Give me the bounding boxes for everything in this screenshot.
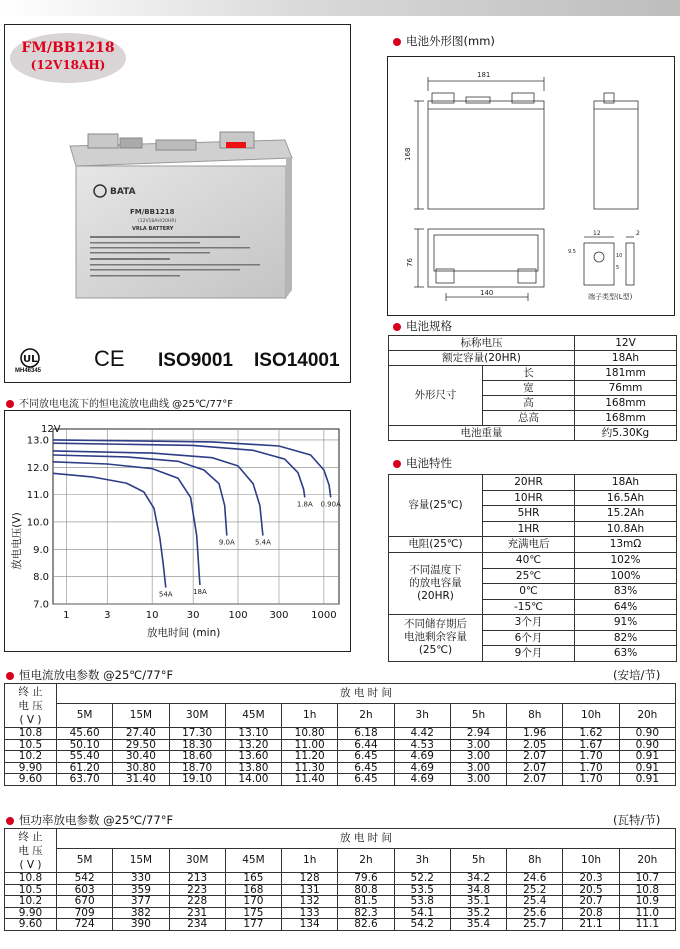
value-cell: 3.00 — [450, 751, 506, 763]
value-cell: 0.91 — [619, 762, 675, 774]
table-header-row — [5, 849, 676, 873]
value-cell: 27.40 — [113, 728, 169, 740]
photo-model: FM/BB1218 — [130, 208, 175, 216]
value-cell: 542 — [57, 873, 113, 885]
table-row: 宽 76mm — [389, 381, 677, 396]
value-cell: 17.30 — [169, 728, 225, 740]
value-cell: 177 — [225, 919, 281, 931]
column-header: 8h — [507, 849, 563, 873]
y-tick-label: 11.0 — [26, 490, 49, 502]
dim-base: 140 — [480, 289, 494, 297]
value-cell: 10.7 — [619, 873, 675, 885]
bullet-icon — [6, 400, 14, 408]
dim-term-b: 10 — [616, 253, 623, 259]
column-header: 20h — [619, 849, 675, 873]
value-cell: 1.96 — [507, 728, 563, 740]
value-cell: 6.45 — [338, 751, 394, 763]
cutoff-voltage-cell: 10.8 — [5, 873, 57, 885]
current-table-unit: (安培/节) — [613, 668, 661, 682]
series-label: 5.4A — [254, 538, 271, 547]
column-header: 45M — [225, 704, 281, 728]
value-cell: 1.70 — [563, 751, 619, 763]
value-cell: 50.10 — [57, 739, 113, 751]
series-label: 1.8A — [296, 500, 313, 509]
power-table-unit: (瓦特/节) — [613, 813, 661, 827]
top-banner — [0, 0, 680, 16]
value-cell: 13.10 — [225, 728, 281, 740]
table-row: 不同储存期后 电池剩余容量 (25℃) 3个月 91% — [389, 615, 677, 631]
table-row: 额定容量(20HR) 18Ah — [389, 351, 677, 366]
photo-brand: BATA — [110, 187, 136, 197]
value-cell: 34.2 — [450, 873, 506, 885]
y-tick-label: 10.0 — [26, 517, 49, 529]
value-cell: 213 — [169, 873, 225, 885]
table-row — [5, 873, 676, 885]
column-header: 3h — [394, 849, 450, 873]
table-row — [5, 907, 676, 919]
value-cell: 11.00 — [282, 739, 338, 751]
bullet-icon — [393, 460, 401, 468]
value-cell: 4.69 — [394, 774, 450, 786]
table-header-row — [5, 829, 676, 849]
x-tick-label: 300 — [269, 610, 289, 621]
table-row: 高 168mm — [389, 396, 677, 411]
value-cell: 55.40 — [57, 751, 113, 763]
column-header: 15M — [113, 704, 169, 728]
value-cell: 30.80 — [113, 762, 169, 774]
dim-depth: 76 — [406, 258, 414, 267]
column-header: 30M — [169, 849, 225, 873]
value-cell: 165 — [225, 873, 281, 885]
value-cell: 128 — [282, 873, 338, 885]
table-row: 0℃ 83% — [389, 584, 677, 600]
cutoff-voltage-cell: 9.90 — [5, 762, 57, 774]
column-header: 3h — [394, 704, 450, 728]
value-cell: 53.8 — [394, 896, 450, 908]
value-cell: 0.91 — [619, 751, 675, 763]
terminal-label: 端子类型(L型) — [588, 293, 633, 301]
bullet-icon — [6, 672, 14, 680]
value-cell: 20.7 — [563, 896, 619, 908]
characteristics-table — [388, 474, 677, 662]
value-cell: 53.5 — [394, 884, 450, 896]
value-cell: 79.6 — [338, 873, 394, 885]
x-tick-label: 100 — [228, 610, 248, 621]
dim-terminal-w: 12 — [593, 230, 601, 237]
value-cell: 359 — [113, 884, 169, 896]
column-header: 5h — [450, 849, 506, 873]
value-cell: 13.60 — [225, 751, 281, 763]
table-row: 9个月 63% — [389, 646, 677, 662]
photo-type: VRLA BATTERY — [132, 226, 174, 232]
value-cell: 24.6 — [507, 873, 563, 885]
value-cell: 25.7 — [507, 919, 563, 931]
bullet-icon — [6, 817, 14, 825]
value-cell: 31.40 — [113, 774, 169, 786]
value-cell: 724 — [57, 919, 113, 931]
column-header: 30M — [169, 704, 225, 728]
value-cell: 2.07 — [507, 762, 563, 774]
model-name: FM/BB1218 — [21, 40, 115, 56]
value-cell: 11.40 — [282, 774, 338, 786]
value-cell: 10.80 — [282, 728, 338, 740]
value-cell: 6.18 — [338, 728, 394, 740]
cutoff-voltage-cell: 10.5 — [5, 739, 57, 751]
spec-table — [388, 335, 677, 441]
table-header-row — [5, 684, 676, 704]
dim-width: 181 — [477, 71, 491, 79]
y-tick-label: 13.0 — [26, 435, 49, 447]
value-cell: 18.30 — [169, 739, 225, 751]
table-row: 1HR 10.8Ah — [389, 521, 677, 537]
bullet-icon — [393, 323, 401, 331]
value-cell: 0.91 — [619, 774, 675, 786]
table-row: 电池重量 约5.30Kg — [389, 426, 677, 441]
column-header: 10h — [563, 704, 619, 728]
table-row — [5, 751, 676, 763]
cutoff-voltage-cell: 9.60 — [5, 774, 57, 786]
table-row: 25℃ 100% — [389, 568, 677, 584]
value-cell: 13.80 — [225, 762, 281, 774]
value-cell: 377 — [113, 896, 169, 908]
value-cell: 382 — [113, 907, 169, 919]
y-tick-label: 7.0 — [33, 599, 49, 611]
model-badge — [10, 33, 126, 83]
discharge-chart — [5, 411, 350, 651]
table-row — [5, 774, 676, 786]
value-cell: 6.45 — [338, 762, 394, 774]
value-cell: 133 — [282, 907, 338, 919]
value-cell: 4.42 — [394, 728, 450, 740]
ul-code: MH46345 — [15, 368, 42, 374]
x-tick-label: 1 — [63, 610, 70, 621]
dim-height: 168 — [404, 147, 412, 161]
table-row — [5, 884, 676, 896]
value-cell: 20.5 — [563, 884, 619, 896]
column-header: 8h — [507, 704, 563, 728]
value-cell: 80.8 — [338, 884, 394, 896]
svg-text:UL: UL — [23, 354, 38, 365]
column-header: 1h — [282, 704, 338, 728]
column-header: 10h — [563, 849, 619, 873]
x-tick-label: 30 — [186, 610, 200, 621]
value-cell: 20.8 — [563, 907, 619, 919]
ul-logo-icon — [18, 348, 44, 368]
cutoff-voltage-header: 终 止 电 压 ( V ) — [5, 829, 57, 873]
cutoff-voltage-cell: 10.5 — [5, 884, 57, 896]
value-cell: 0.90 — [619, 728, 675, 740]
value-cell: 18.60 — [169, 751, 225, 763]
char-title: 电池特性 — [393, 455, 452, 471]
current-table — [4, 683, 676, 786]
y-tick-label: 12.0 — [26, 462, 49, 474]
value-cell: 1.70 — [563, 762, 619, 774]
value-cell: 10.8 — [619, 884, 675, 896]
series-label: 0.90A — [320, 500, 341, 509]
value-cell: 1.67 — [563, 739, 619, 751]
value-cell: 11.1 — [619, 919, 675, 931]
table-row — [5, 739, 676, 751]
x-tick-label: 3 — [104, 610, 111, 621]
column-header: 20h — [619, 704, 675, 728]
value-cell: 81.5 — [338, 896, 394, 908]
value-cell: 34.8 — [450, 884, 506, 896]
value-cell: 11.30 — [282, 762, 338, 774]
dim-term-a: 9.5 — [568, 249, 576, 255]
cutoff-voltage-header: 终 止 电 压 ( V ) — [5, 684, 57, 728]
ce-mark: CE — [94, 346, 125, 371]
iso9001-mark: ISO9001 — [158, 350, 233, 371]
value-cell: 54.2 — [394, 919, 450, 931]
table-row: 10HR 16.5Ah — [389, 490, 677, 506]
value-cell: 52.2 — [394, 873, 450, 885]
value-cell: 20.3 — [563, 873, 619, 885]
value-cell: 6.45 — [338, 774, 394, 786]
value-cell: 3.00 — [450, 739, 506, 751]
table-row — [5, 919, 676, 931]
table-row: 外形尺寸 长 181mm — [389, 366, 677, 381]
bullet-icon — [393, 38, 401, 46]
table-header-row — [5, 704, 676, 728]
value-cell: 25.6 — [507, 907, 563, 919]
y-axis-title: 放电电压(V) — [11, 512, 23, 570]
value-cell: 1.62 — [563, 728, 619, 740]
value-cell: 170 — [225, 896, 281, 908]
photo-rating: (12V18AH/20HR) — [138, 219, 177, 224]
value-cell: 82.3 — [338, 907, 394, 919]
y-tick-label: 9.0 — [33, 544, 49, 556]
value-cell: 4.69 — [394, 751, 450, 763]
value-cell: 1.70 — [563, 774, 619, 786]
column-header: 5M — [57, 704, 113, 728]
x-axis-title: 放电时间 (min) — [147, 627, 221, 639]
series-label: 9.0A — [218, 538, 235, 547]
table-row: 不同温度下 的放电容量 (20HR) 40℃ 102% — [389, 553, 677, 569]
table-row — [5, 728, 676, 740]
value-cell: 6.44 — [338, 739, 394, 751]
value-cell: 223 — [169, 884, 225, 896]
value-cell: 168 — [225, 884, 281, 896]
value-cell: 2.05 — [507, 739, 563, 751]
table-row: -15℃ 64% — [389, 599, 677, 615]
column-header: 1h — [282, 849, 338, 873]
column-header: 15M — [113, 849, 169, 873]
value-cell: 11.0 — [619, 907, 675, 919]
value-cell: 82.6 — [338, 919, 394, 931]
value-cell: 19.10 — [169, 774, 225, 786]
column-header: 45M — [225, 849, 281, 873]
value-cell: 134 — [282, 919, 338, 931]
value-cell: 670 — [57, 896, 113, 908]
cutoff-voltage-cell: 9.90 — [5, 907, 57, 919]
column-header: 5h — [450, 704, 506, 728]
value-cell: 175 — [225, 907, 281, 919]
value-cell: 10.9 — [619, 896, 675, 908]
value-cell: 25.2 — [507, 884, 563, 896]
dim-term-c: 5 — [616, 265, 620, 271]
value-cell: 2.07 — [507, 751, 563, 763]
table-row — [5, 896, 676, 908]
table-row: 5HR 15.2Ah — [389, 506, 677, 522]
cutoff-voltage-cell: 9.60 — [5, 919, 57, 931]
dimension-title: 电池外形图(mm) — [393, 33, 495, 49]
value-cell: 3.00 — [450, 774, 506, 786]
battery-photo — [60, 118, 300, 308]
value-cell: 35.1 — [450, 896, 506, 908]
table-row — [5, 762, 676, 774]
value-cell: 0.90 — [619, 739, 675, 751]
value-cell: 21.1 — [563, 919, 619, 931]
value-cell: 3.00 — [450, 762, 506, 774]
discharge-time-header: 放 电 时 间 — [57, 829, 676, 849]
value-cell: 132 — [282, 896, 338, 908]
value-cell: 13.20 — [225, 739, 281, 751]
value-cell: 29.50 — [113, 739, 169, 751]
column-header: 2h — [338, 849, 394, 873]
value-cell: 231 — [169, 907, 225, 919]
value-cell: 18.70 — [169, 762, 225, 774]
spec-title: 电池规格 — [393, 318, 452, 334]
series-label: 54A — [158, 590, 173, 599]
value-cell: 4.69 — [394, 762, 450, 774]
value-cell: 61.20 — [57, 762, 113, 774]
plot-area — [53, 429, 339, 604]
y-tick-label: 8.0 — [33, 572, 49, 584]
table-row: 标称电压 12V — [389, 336, 677, 351]
value-cell: 63.70 — [57, 774, 113, 786]
value-cell: 4.53 — [394, 739, 450, 751]
iso14001-mark: ISO14001 — [254, 350, 340, 371]
value-cell: 228 — [169, 896, 225, 908]
value-cell: 45.60 — [57, 728, 113, 740]
value-cell: 25.4 — [507, 896, 563, 908]
discharge-time-header: 放 电 时 间 — [57, 684, 676, 704]
value-cell: 14.00 — [225, 774, 281, 786]
table-row: 容量(25℃) 20HR 18Ah — [389, 475, 677, 491]
dimension-drawing — [388, 57, 674, 315]
column-header: 2h — [338, 704, 394, 728]
value-cell: 603 — [57, 884, 113, 896]
value-cell: 2.07 — [507, 774, 563, 786]
value-cell: 330 — [113, 873, 169, 885]
dim-terminal-h: 2 — [636, 230, 640, 237]
value-cell: 2.94 — [450, 728, 506, 740]
value-cell: 35.2 — [450, 907, 506, 919]
value-cell: 234 — [169, 919, 225, 931]
column-header: 5M — [57, 849, 113, 873]
table-row: 电阻(25℃) 充满电后 13mΩ — [389, 537, 677, 553]
series-label: 18A — [193, 587, 207, 596]
x-tick-label: 1000 — [311, 610, 337, 621]
table-row: 6个月 82% — [389, 630, 677, 646]
value-cell: 11.20 — [282, 751, 338, 763]
value-cell: 390 — [113, 919, 169, 931]
curve-title: 不同放电电流下的恒电流放电曲线 @25℃/77°F — [6, 395, 233, 410]
table-row: 总高 168mm — [389, 411, 677, 426]
power-table-title: 恒功率放电参数 @25℃/77°F — [6, 812, 173, 828]
power-table — [4, 828, 676, 931]
current-table-title: 恒电流放电参数 @25℃/77°F — [6, 667, 173, 683]
value-cell: 35.4 — [450, 919, 506, 931]
cutoff-voltage-cell: 10.2 — [5, 751, 57, 763]
value-cell: 30.40 — [113, 751, 169, 763]
value-cell: 709 — [57, 907, 113, 919]
model-sub: (12V18AH) — [30, 58, 106, 72]
x-tick-label: 10 — [145, 610, 159, 621]
cutoff-voltage-cell: 10.8 — [5, 728, 57, 740]
cutoff-voltage-cell: 10.2 — [5, 896, 57, 908]
value-cell: 131 — [282, 884, 338, 896]
value-cell: 54.1 — [394, 907, 450, 919]
y-top-label: 12V — [41, 424, 61, 435]
